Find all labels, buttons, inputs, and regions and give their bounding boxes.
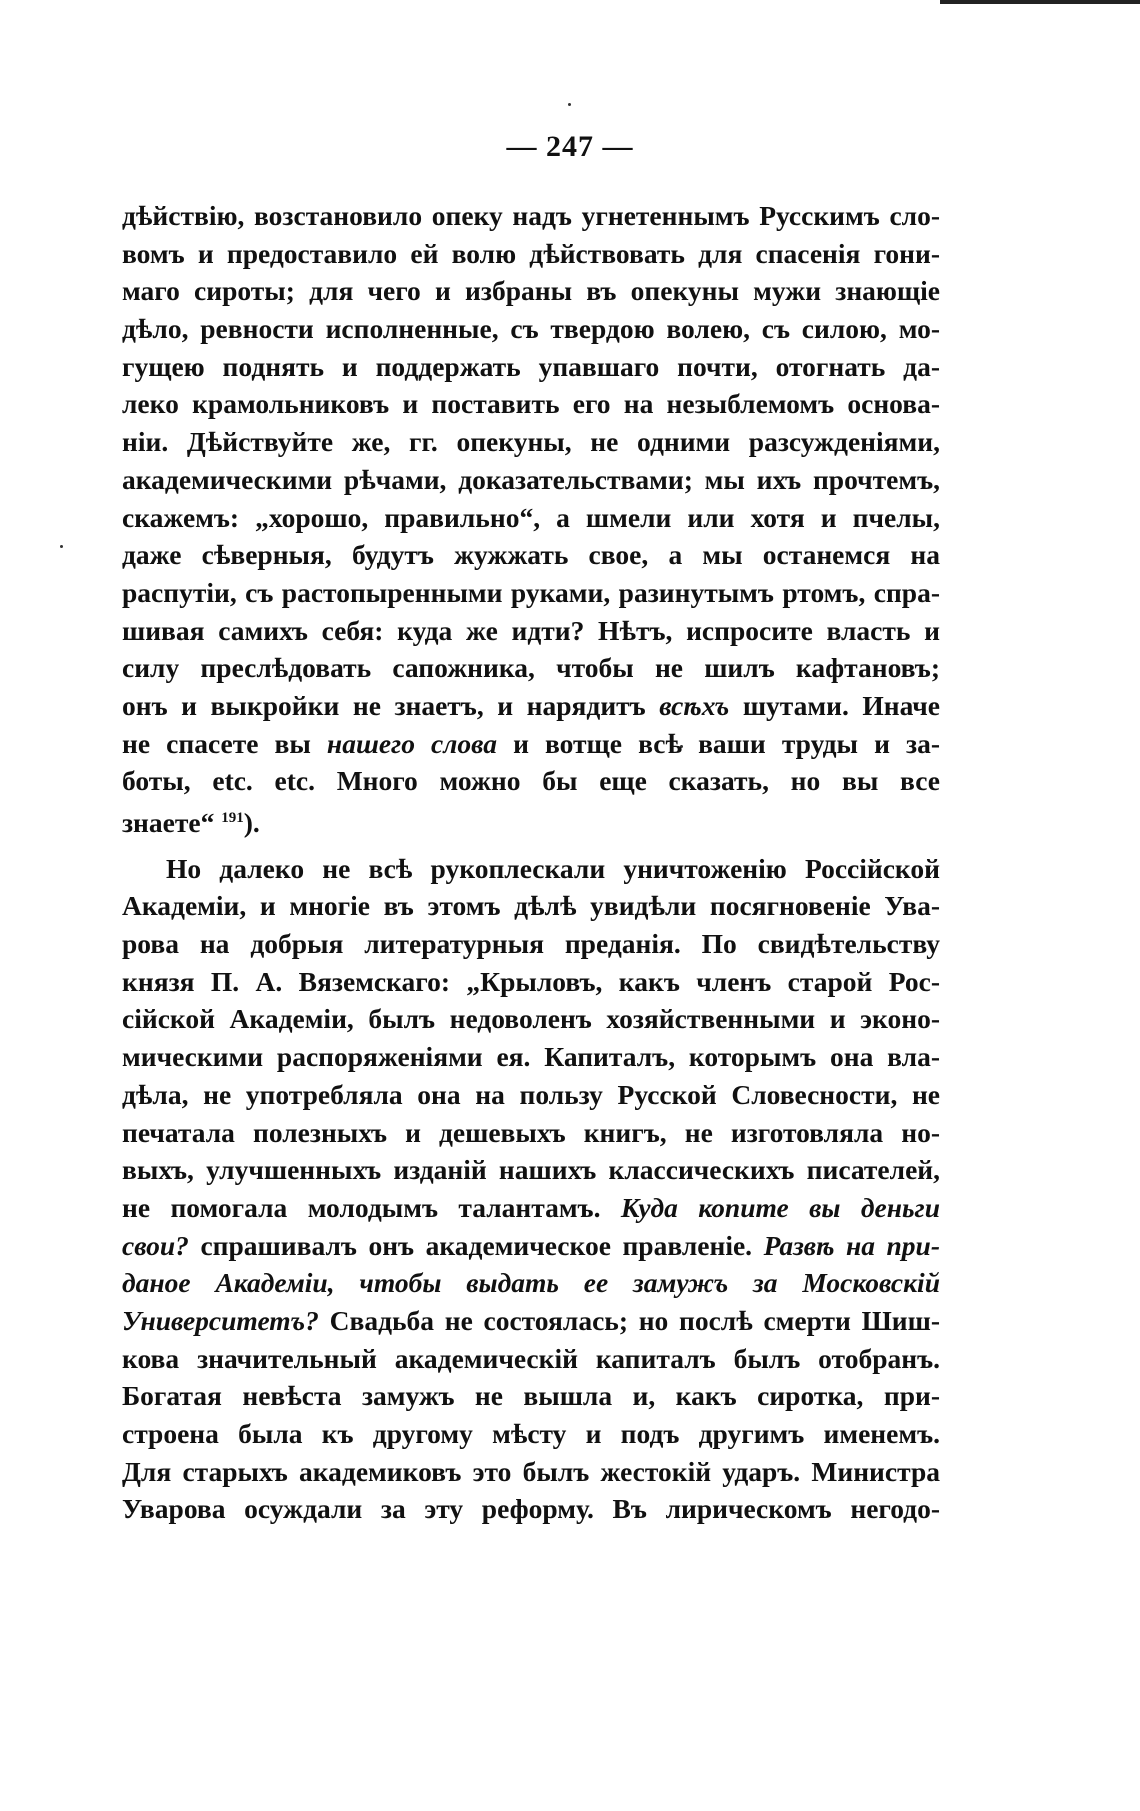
text-line: Богатая невѣста замужъ не вышла и, какъ сиротка, при- <box>122 1380 940 1412</box>
paragraph-1 <box>122 197 940 838</box>
text-line: шивая самихъ себя: куда же идти? Нѣтъ, испросите власть и <box>122 614 940 646</box>
italic-text: нашего слова <box>326 727 497 759</box>
text-line <box>122 725 940 763</box>
text-run: знаете“ <box>122 807 222 839</box>
text-line: князя П. А. Вяземскаго: „Крыловъ, какъ членъ старой Рос- <box>122 965 940 997</box>
text-line: дѣла, не употребляла она на пользу Русской Словесности, не <box>122 1078 940 1110</box>
text-line: распутіи, съ растопыренными руками, разинутымъ ртомъ, спра- <box>122 576 940 608</box>
text-line: скажемъ: „хорошо, правильно“, а шмели или хотя и пчелы, <box>122 501 940 533</box>
text-line: леко крамольниковъ и поставить его на незыблемомъ основа- <box>122 388 940 420</box>
text-run: спрашивалъ онъ академическое правленіе. <box>188 1229 764 1261</box>
text-line: рова на добрыя литературныя преданія. По свидѣтельству <box>122 928 940 960</box>
text-line: печатала полезныхъ и дешевыхъ книгъ, не изготовляла но- <box>122 1116 940 1148</box>
scan-speck <box>60 545 63 548</box>
paragraph-2 <box>122 850 940 1528</box>
text-line: силу преслѣдовать сапожника, чтобы не шилъ кафтановъ; <box>122 652 940 684</box>
paragraph-gap <box>122 838 940 850</box>
text-line: дѣйствію, возстановило опеку надъ угнетеннымъ Русскимъ сло- <box>122 200 940 231</box>
text-line: маго сироты; для чего и избраны въ опекуны мужи знающіе <box>122 275 940 307</box>
text-run: онъ и выкройки не знаетъ, и нарядитъ <box>122 689 660 721</box>
text-line <box>122 687 940 725</box>
text-line: Академіи, и многіе въ этомъ дѣлѣ увидѣли посягновеніе Ува- <box>122 890 940 922</box>
text-line <box>122 800 940 838</box>
text-line: ніи. Дѣйствуйте же, гг. опекуны, не одними разсужденіями, <box>122 426 940 458</box>
page-body <box>122 197 940 1528</box>
text-line <box>122 1227 940 1265</box>
text-line: академическими рѣчами, доказательствами; мы ихъ прочтемъ, <box>122 463 940 495</box>
text-line <box>122 1189 940 1227</box>
text-run: и вотще всѣ ваши труды и за- <box>496 727 940 759</box>
text-line <box>122 1264 940 1302</box>
page-edge-mark <box>940 0 1140 4</box>
text-line: вомъ и предоставило ей волю дѣйствовать для спасенія гони- <box>122 237 940 269</box>
italic-text: всѣхъ <box>659 689 730 721</box>
text-run: не спасете вы <box>122 727 327 759</box>
text-line: Но далеко не всѣ рукоплескали уничтоженію Россійской <box>166 852 940 884</box>
footnote-ref: 191 <box>221 810 244 826</box>
text-line: гущею поднять и поддержать упавшаго почти, отогнать да- <box>122 350 940 382</box>
text-line: боты, etc. etc. Много можно бы еще сказать, но вы все <box>122 765 940 797</box>
text-line: мическими распоряженіями ея. Капиталъ, которымъ она вла- <box>122 1041 940 1073</box>
text-line: кова значительный академическій капиталъ былъ отобранъ. <box>122 1342 940 1374</box>
italic-text: Университетъ? <box>122 1304 319 1336</box>
italic-text: даное Академіи, чтобы выдать ее замужъ за Московскій <box>122 1267 940 1299</box>
text-line: даже сѣверныя, будутъ жужжать свое, а мы останемся на <box>122 539 940 571</box>
text-line: выхъ, улучшенныхъ изданій нашихъ классическихъ писателей, <box>122 1154 940 1186</box>
italic-text: Куда копите вы деньги <box>620 1191 941 1223</box>
text-run: не помогала молодымъ талантамъ. <box>122 1191 621 1223</box>
text-line: Для старыхъ академиковъ это былъ жестокій ударъ. Министра <box>122 1455 940 1487</box>
text-run: ). <box>243 807 260 839</box>
text-line <box>122 1302 940 1340</box>
text-line: строена была къ другому мѣсту и подъ другимъ именемъ. <box>122 1418 940 1449</box>
italic-text: свои? <box>122 1229 189 1261</box>
text-line: сійской Академіи, былъ недоволенъ хозяйственными и эконо- <box>122 1003 940 1035</box>
text-run: шутами. Иначе <box>729 689 940 721</box>
text-run: Свадьба не состоялась; но послѣ смерти Шиш- <box>318 1304 940 1336</box>
page-number: — 247 — <box>506 130 634 163</box>
text-line: Уварова осуждали за эту реформу. Въ лирическомъ негодо- <box>122 1493 940 1525</box>
text-line: дѣло, ревности исполненные, съ твердою волею, съ силою, мо- <box>122 313 940 345</box>
scan-speck <box>568 103 571 106</box>
italic-text: Развѣ на при- <box>763 1229 941 1261</box>
